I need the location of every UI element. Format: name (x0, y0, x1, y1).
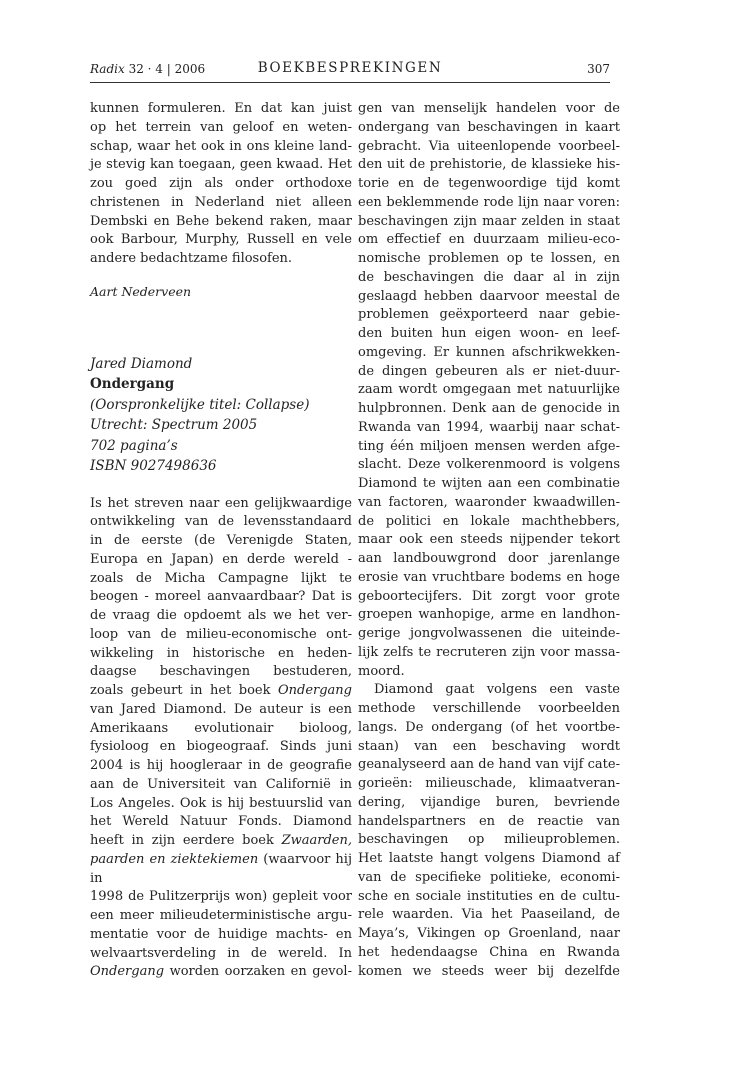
text-line: erosie van vruchtbare bodems en hoge (358, 569, 620, 585)
text-line: Diamond gaat volgens een vaste (374, 682, 620, 698)
text-line: in de eerste (de Verenigde Staten, (90, 533, 352, 548)
book-author: Jared Diamond (90, 355, 193, 372)
text-line: maar ook een steeds nijpender tekort (358, 532, 620, 548)
left-column (90, 100, 352, 982)
text-line: schap, waar het ook in ons kleine land- (90, 138, 352, 154)
text-line: ting één miljoen mensen werden afge- (358, 438, 620, 454)
book-pages: 702 pagina’s (90, 437, 178, 454)
text-line: zoals de Micha Campagne lijkt te (90, 570, 352, 586)
text-line: de dingen gebeuren als er niet-duur- (358, 363, 620, 379)
text-line: van Jared Diamond. De auteur is een (90, 701, 352, 717)
text-line: Rwanda van 1994, waarbij naar schat- (358, 419, 620, 435)
text-line: beschavingen op milieuproblemen. (358, 832, 620, 848)
page-number: 307 (587, 62, 610, 76)
text-line: dering, vijandige buren, bevriende (358, 794, 620, 810)
text-line: groepen wanhopige, arme en landhon- (358, 607, 620, 623)
text-line: Los Angeles. Ook is hij bestuurslid van (90, 795, 352, 811)
journal-issue: 32 · 4 | 2006 (128, 62, 206, 76)
text-line: op het terrein van geloof en weten- (90, 119, 352, 135)
left-paragraph-2 (90, 495, 352, 983)
text-line: van factoren, waaronder kwaadwillen- (358, 494, 620, 510)
text-line: slacht. Deze volkerenmoord is volgens (358, 457, 620, 473)
text-line: je stevig kan toegaan, geen kwaad. Het (90, 157, 352, 173)
text-line: geboortecijfers. Dit zorgt voor grote (358, 588, 620, 604)
text-line: geanalyseerd aan de hand van vijf cate- (358, 757, 620, 773)
text-line: Is het streven naar een gelijkwaardige (90, 495, 352, 511)
book-title-ref: paarden en ziektekiemen (90, 851, 259, 867)
text-line: lijk zelfs te recruteren zijn voor massa- (358, 644, 620, 660)
text-line: van de specifieke politieke, economi- (358, 869, 620, 885)
text-line: rele waarden. Via het Paaseiland, de (358, 907, 620, 923)
book-isbn: ISBN 9027498636 (90, 458, 217, 474)
text-line: handelspartners en de reactie van (358, 813, 620, 829)
text-line: langs. De ondergang (of het voortbe- (358, 719, 620, 735)
journal-name: Radix (90, 62, 125, 76)
text-line: ondergang van beschavingen in kaart (358, 119, 620, 135)
text-line: zaam wordt omgegaan met natuurlijke (358, 382, 620, 398)
text-line: aan de Universiteit van Californië in (90, 776, 352, 792)
text-line: sche en sociale instituties en de cultu- (358, 888, 620, 904)
book-info (90, 354, 352, 477)
text-line: daagse beschavingen bestuderen, (90, 664, 352, 680)
text-line: methode verschillende voorbeelden (358, 701, 620, 716)
text-line: Amerikaans evolutionair bioloog, (90, 720, 352, 736)
text-line: gorieën: milieuschade, klimaatveran- (358, 776, 620, 791)
text-line: een beklemmende rode lijn naar voren: (358, 194, 620, 210)
book-title-ref: Ondergang (277, 683, 352, 698)
text-line: christenen in Nederland niet alleen (90, 194, 352, 210)
right-column (358, 100, 620, 981)
text-line: komen we steeds weer bij dezelfde (358, 963, 620, 979)
text-line: het Wereld Natuur Fonds. Diamond (90, 814, 352, 830)
text-line: de vraag die opdoemt als we het ver- (90, 608, 352, 623)
text-line: kunnen formuleren. En dat kan juist (90, 101, 352, 116)
text-line: Diamond te wijten aan een combinatie (358, 476, 620, 491)
right-paragraph-2 (358, 681, 620, 981)
text-line: een meer milieudeterministische argu- (90, 908, 352, 923)
text-line: Europa en Japan) en derde wereld - (90, 551, 352, 567)
text-line: Ondergang worden oorzaken en gevol- (90, 964, 352, 980)
text-line: omgeving. Er kunnen afschrikwekken- (358, 344, 620, 360)
text-line: zou goed zijn als onder orthodoxe (90, 176, 352, 191)
book-title: Ondergang (90, 376, 175, 392)
text-line: moord. (358, 663, 405, 679)
text-line: fysioloog en biogeograaf. Sinds juni (90, 739, 352, 755)
text-line: wikkeling in historische en heden- (90, 645, 352, 661)
text-line: Dembski en Behe bekend raken, maar (90, 213, 352, 229)
text-line: 1998 de Pulitzerprijs won) gepleit voor (90, 889, 352, 905)
book-original-title: (Oorspronkelijke titel: Collapse) (90, 396, 310, 413)
book-title-ref: Ondergang (90, 964, 165, 980)
text-line: gebracht. Via uiteenlopende voorbeel- (358, 138, 620, 154)
text-line: Maya’s, Vikingen op Groenland, naar (358, 926, 620, 941)
text-line: mentatie voor de huidige machts- en (90, 926, 352, 942)
text-line: Het laatste hangt volgens Diamond af (358, 851, 620, 866)
text-line: hulpbronnen. Denk aan de genocide in (358, 401, 620, 416)
book-title-ref: Zwaarden, (281, 833, 352, 848)
running-header (90, 60, 610, 83)
text-line: heeft in zijn eerdere boek Zwaarden, (90, 833, 352, 848)
text-line: de beschavingen die daar al in zijn (358, 269, 620, 285)
text-line: beogen - moreel aanvaardbaar? Dat is (90, 589, 352, 605)
text-line: aan landbouwgrond door jarenlange (358, 551, 620, 566)
text-line: het hedendaagse China en Rwanda (358, 944, 620, 960)
text-line: andere bedachtzame filosofen. (90, 251, 293, 266)
text-line: de politici en lokale machthebbers, (358, 513, 620, 529)
book-publisher: Utrecht: Spectrum 2005 (90, 417, 258, 433)
text-line: loop van de milieu-economische ont- (90, 626, 352, 642)
text-line: gen van menselijk handelen voor de (358, 101, 620, 116)
text-line: nomische problemen op te lossen, en (358, 251, 620, 266)
section-title: BOEKBESPREKINGEN (257, 60, 443, 76)
text-line: welvaartsverdeling in de wereld. In (90, 945, 352, 961)
text-line: om effectief en duurzaam milieu-eco- (358, 232, 620, 248)
text-line: geslaagd hebben daarvoor meestal de (358, 288, 620, 304)
text-line: gerige jongvolwassenen die uiteinde- (358, 626, 620, 641)
text-line: ontwikkeling van de levensstandaard (90, 514, 352, 530)
text-line: den uit de prehistorie, de klassieke his- (358, 157, 620, 173)
text-line: problemen geëxporteerd naar gebie- (358, 307, 620, 323)
text-line: ook Barbour, Murphy, Russell en vele (90, 232, 352, 248)
text-line: paarden en ziektekiemen (waarvoor hij in (90, 851, 352, 886)
text-line: torie en de tegenwoordige tijd komt (358, 176, 620, 191)
right-paragraph-1 (358, 100, 620, 681)
text-line: 2004 is hij hoogleraar in de geografie (90, 758, 352, 773)
reviewer-signature: Aart Nederveen (90, 283, 192, 299)
text-line: staan) van een beschaving wordt (358, 738, 620, 754)
left-paragraph-1 (90, 100, 352, 269)
text-line: beschavingen zijn maar zelden in staat (358, 213, 620, 229)
text-line: zoals gebeurt in het boek Ondergang (90, 683, 352, 698)
text-line: den buiten hun eigen woon- en leef- (358, 326, 620, 341)
